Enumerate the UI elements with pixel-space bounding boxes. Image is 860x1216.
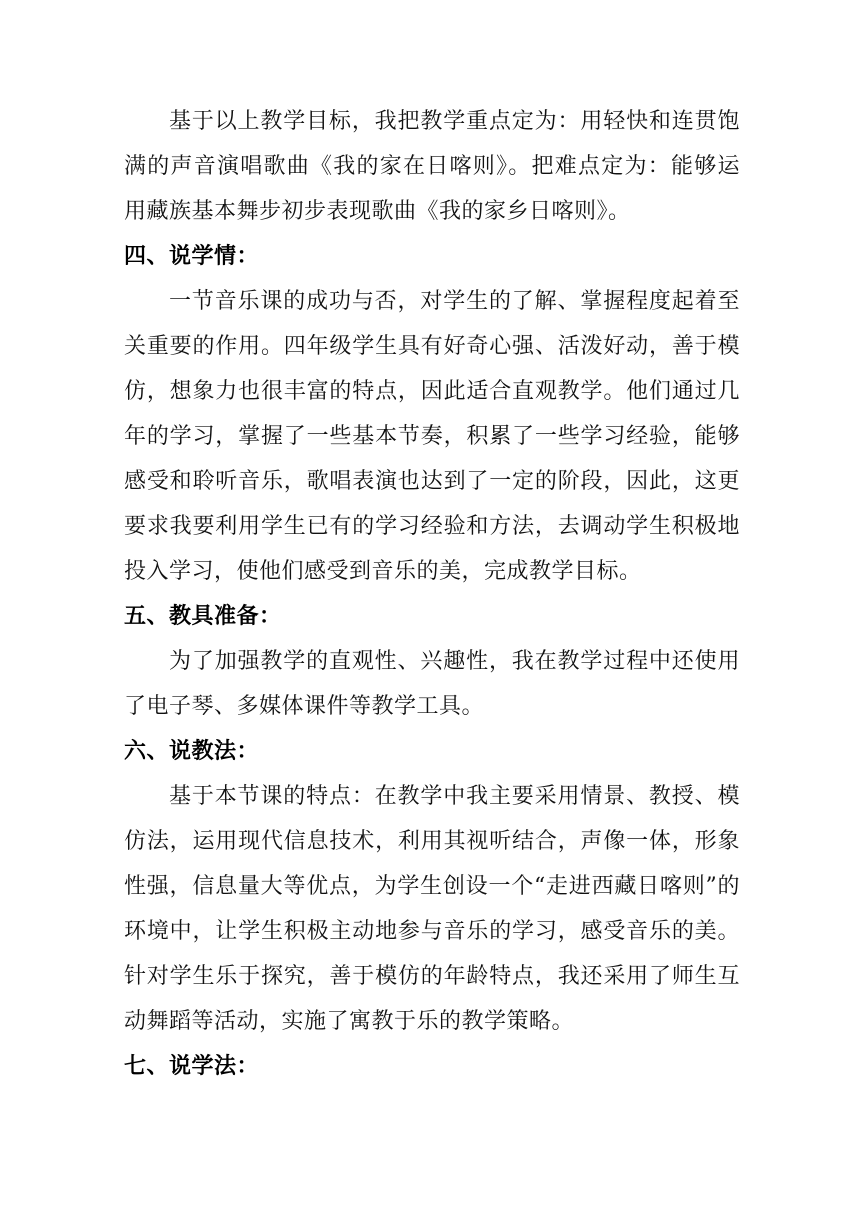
- heading-student-analysis: 四、说学情：: [124, 244, 260, 269]
- heading-teaching-aids: 五、教具准备：: [124, 604, 282, 629]
- heading-learning-methods: 七、说学法：: [124, 1054, 260, 1079]
- paragraph-teaching-methods: 基于本节课的特点：在教学中我主要采用情景、教授、模仿法，运用现代信息技术，利用其视听结合，声像一体，形象性强，信息量大等优点，为学生创设一个“走进西藏日喀则”的环境中，让学生积极主动地参与音乐的学习，感受音乐的美。针对学生乐于探究，善于模仿的年龄特点，我还采用了师生互动舞蹈等活动，实施了寓教于乐的教学策略。: [124, 784, 740, 1034]
- heading-teaching-methods: 六、说教法：: [124, 739, 260, 764]
- paragraph-teaching-aids: 为了加强教学的直观性、兴趣性，我在教学过程中还使用了电子琴、多媒体课件等教学工具。: [124, 649, 740, 719]
- paragraph-student-analysis: 一节音乐课的成功与否，对学生的了解、掌握程度起着至关重要的作用。四年级学生具有好奇心强、活泼好动，善于模仿，想象力也很丰富的特点，因此适合直观教学。他们通过几年的学习，掌握了一些基本节奏，积累了一些学习经验，能够感受和聆听音乐，歌唱表演也达到了一定的阶段，因此，这更要求我要利用学生已有的学习经验和方法，去调动学生积极地投入学习，使他们感受到音乐的美，完成教学目标。: [124, 289, 740, 584]
- document-body: [124, 99, 740, 1089]
- paragraph-key-points: 基于以上教学目标，我把教学重点定为：用轻快和连贯饱满的声音演唱歌曲《我的家在日喀则》。把难点定为：能够运用藏族基本舞步初步表现歌曲《我的家乡日喀则》。: [124, 109, 740, 224]
